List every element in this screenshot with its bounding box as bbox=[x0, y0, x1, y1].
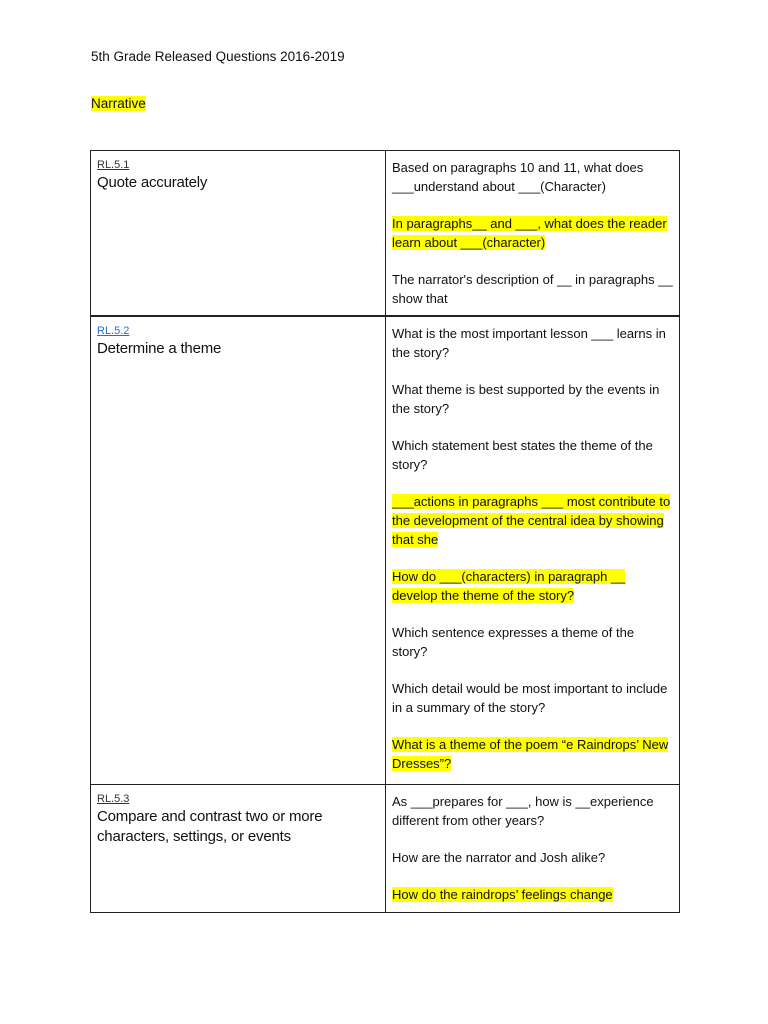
question-text-highlighted: In paragraphs__ and ___, what does the reader learn about ___(character) bbox=[392, 216, 667, 250]
question-text: How are the narrator and Josh alike? bbox=[392, 850, 606, 865]
question-text: As ___prepares for ___, how is __experience different from other years? bbox=[392, 794, 654, 828]
question-item bbox=[392, 436, 673, 474]
question-item bbox=[392, 158, 673, 196]
standard-description: Determine a theme bbox=[97, 339, 222, 357]
standards-table bbox=[90, 150, 680, 913]
question-item bbox=[392, 792, 673, 830]
question-item bbox=[392, 324, 673, 362]
question-item bbox=[392, 679, 673, 717]
question-text: What theme is best supported by the events in the story? bbox=[392, 381, 660, 416]
question-text-highlighted: ___actions in paragraphs ___ most contribute to the development of the central idea by showing that she bbox=[392, 493, 671, 547]
question-item bbox=[392, 214, 673, 252]
questions-cell bbox=[386, 785, 680, 913]
question-item bbox=[392, 270, 673, 308]
standard-cell bbox=[91, 316, 386, 785]
section-label-text: Narrative bbox=[91, 96, 146, 111]
standard-row-rl-5-3 bbox=[91, 785, 680, 913]
question-text-highlighted: How do ___(characters) in paragraph __ develop the theme of the story? bbox=[392, 568, 626, 603]
standard-row-rl-5-2 bbox=[91, 316, 680, 785]
standard-code-link[interactable]: RL.5.2 bbox=[97, 324, 130, 337]
question-text: What is the most important lesson ___ learns in the story? bbox=[392, 325, 666, 360]
question-text: Which statement best states the theme of the story? bbox=[392, 437, 653, 472]
standard-row-rl-5-1 bbox=[91, 151, 680, 316]
standard-description: Compare and contrast two or more characters, settings, or events bbox=[97, 808, 323, 845]
questions-cell bbox=[386, 151, 680, 316]
question-text: Which sentence expresses a theme of the story? bbox=[392, 624, 635, 659]
section-label bbox=[91, 94, 146, 113]
question-item bbox=[392, 380, 673, 418]
questions-cell bbox=[386, 316, 680, 785]
standard-code: RL.5.3 bbox=[97, 793, 130, 805]
question-text-highlighted: What is a theme of the poem “e Raindrops’ New Dresses”? bbox=[392, 736, 669, 771]
question-text: Which detail would be most important to include in a summary of the story? bbox=[392, 680, 668, 715]
document-title: 5th Grade Released Questions 2016-2019 bbox=[91, 49, 345, 64]
question-text: The narrator's description of __ in paragraphs __ show that bbox=[392, 272, 673, 306]
standard-cell bbox=[91, 151, 386, 316]
standard-cell bbox=[91, 785, 386, 913]
standard-description: Quote accurately bbox=[97, 174, 208, 191]
question-item bbox=[392, 735, 673, 773]
question-item bbox=[392, 623, 673, 661]
question-item bbox=[392, 885, 673, 904]
question-item bbox=[392, 492, 673, 549]
standard-code: RL.5.1 bbox=[97, 159, 130, 171]
question-text-highlighted: How do the raindrops’ feelings change bbox=[392, 887, 613, 902]
question-text: Based on paragraphs 10 and 11, what does ___understand about ___(Character) bbox=[392, 160, 644, 194]
question-item bbox=[392, 848, 673, 867]
question-item bbox=[392, 567, 673, 605]
